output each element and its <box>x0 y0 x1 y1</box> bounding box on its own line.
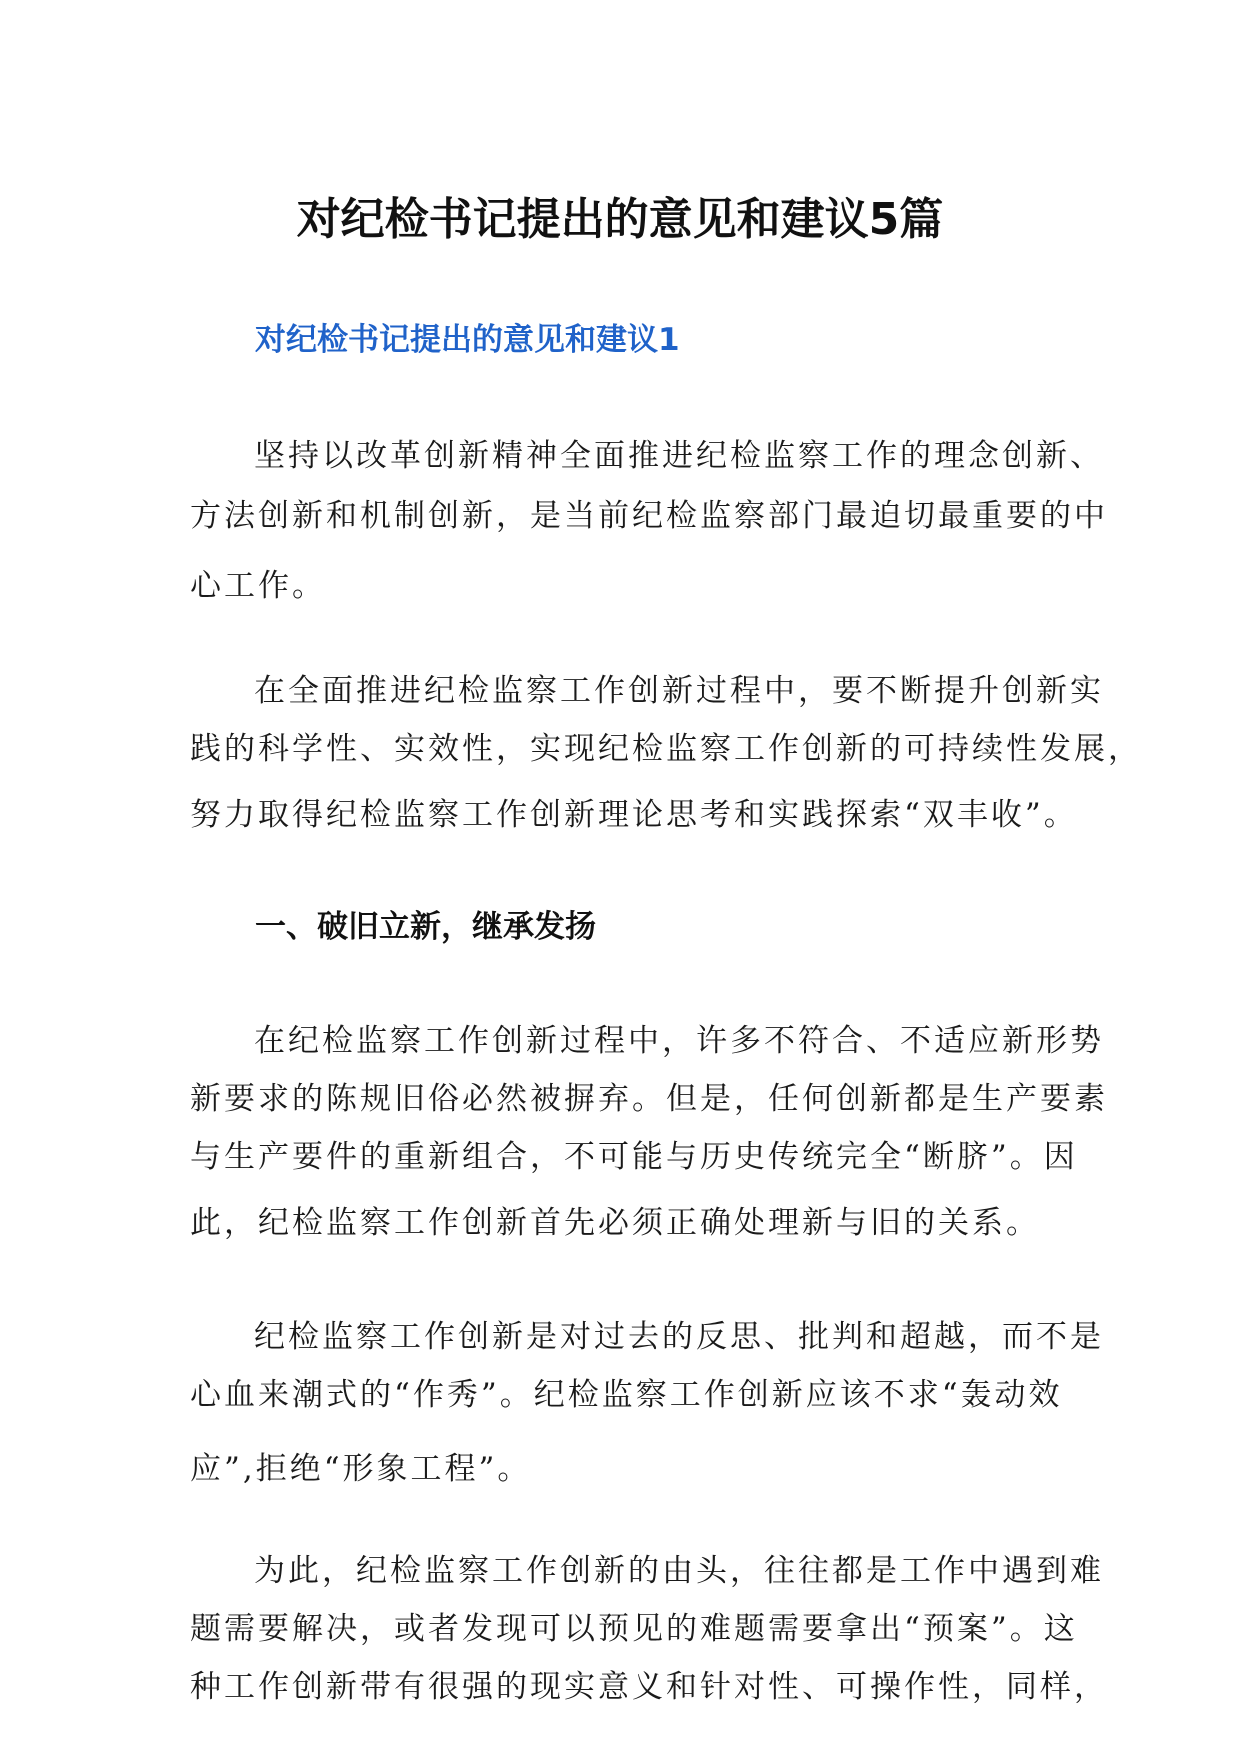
paragraph-line: 纪检监察工作创新是对过去的反思、批判和超越，而不是 <box>254 1319 1104 1355</box>
paragraph-line: 践的科学性、实效性，实现纪检监察工作创新的可持续性发展， <box>190 731 1142 767</box>
paragraph-line: 此，纪检监察工作创新首先必须正确处理新与旧的关系。 <box>190 1205 1040 1241</box>
article-subtitle: 对纪检书记提出的意见和建议1 <box>255 322 680 358</box>
paragraph-line: 种工作创新带有很强的现实意义和针对性、可操作性，同样， <box>190 1669 1108 1705</box>
document-title: 对纪检书记提出的意见和建议5篇 <box>296 194 944 245</box>
paragraph-line: 努力取得纪检监察工作创新理论思考和实践探索“双丰收”。 <box>190 797 1078 833</box>
paragraph-line: 坚持以改革创新精神全面推进纪检监察工作的理念创新、 <box>254 438 1104 474</box>
paragraph-line: 为此，纪检监察工作创新的由头，往往都是工作中遇到难 <box>254 1553 1104 1589</box>
section-paragraph-1 <box>190 1012 1108 1252</box>
paragraph-line: 在全面推进纪检监察工作创新过程中，要不断提升创新实 <box>254 673 1104 709</box>
paragraph-line: 方法创新和机制创新，是当前纪检监察部门最迫切最重要的中 <box>190 498 1108 534</box>
paragraph-line: 与生产要件的重新组合，不可能与历史传统完全“断脐”。因 <box>190 1139 1078 1175</box>
paragraph-2 <box>190 662 1142 844</box>
paragraph-line: 心工作。 <box>190 568 326 604</box>
section-paragraph-2 <box>190 1308 1104 1498</box>
section-paragraph-3 <box>190 1542 1108 1716</box>
paragraph-line: 应”,拒绝“形象工程”。 <box>190 1451 532 1487</box>
paragraph-line: 在纪检监察工作创新过程中，许多不符合、不适应新形势 <box>254 1023 1104 1059</box>
paragraph-line: 新要求的陈规旧俗必然被摒弃。但是，任何创新都是生产要素 <box>190 1081 1108 1117</box>
paragraph-line: 心血来潮式的“作秀”。纪检监察工作创新应该不求“轰动效 <box>190 1377 1063 1413</box>
paragraph-1 <box>190 426 1108 616</box>
section-heading: 一、破旧立新，继承发扬 <box>255 909 596 945</box>
paragraph-line: 题需要解决，或者发现可以预见的难题需要拿出“预案”。这 <box>190 1611 1078 1647</box>
